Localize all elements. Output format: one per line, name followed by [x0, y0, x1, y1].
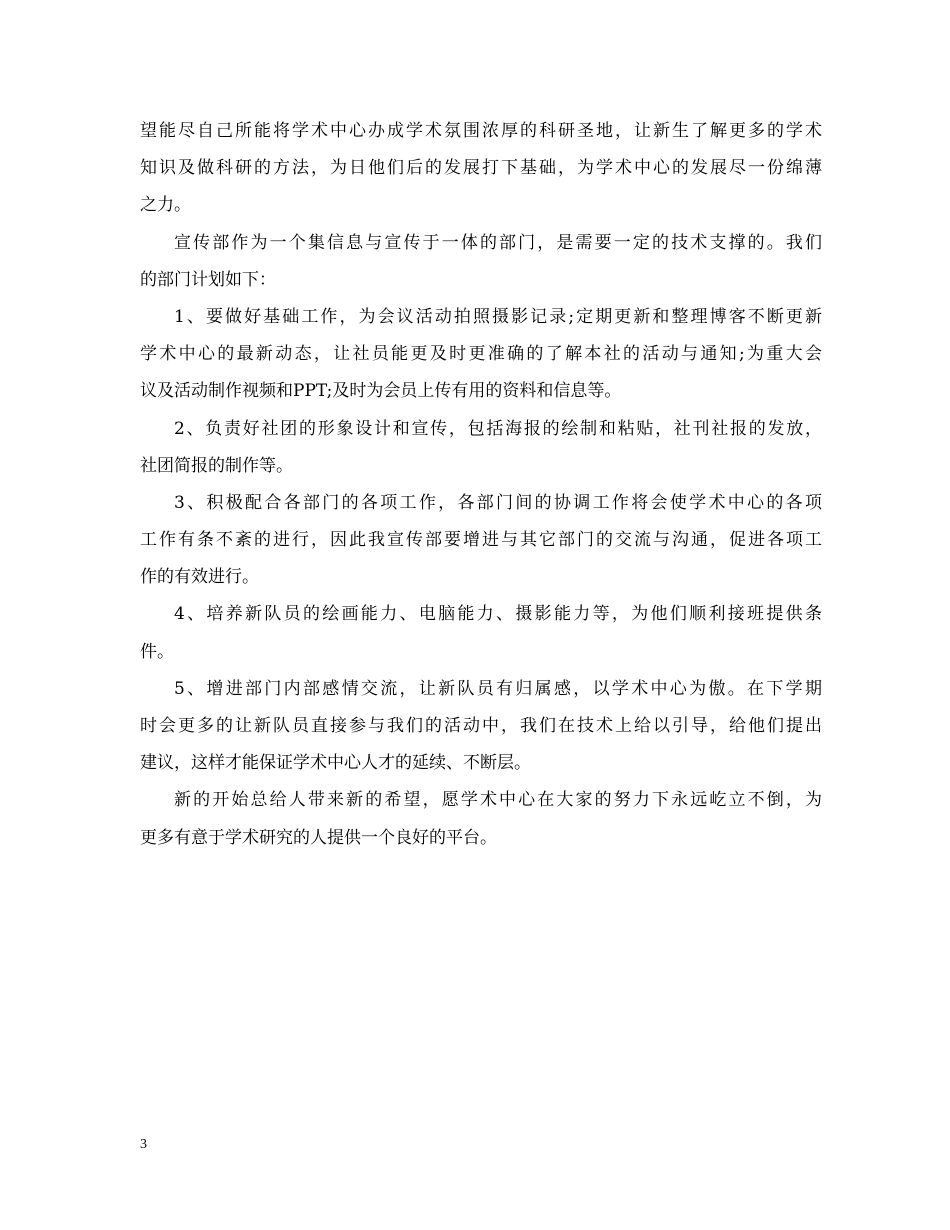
text-line: 4、培养新队员的绘画能力、电脑能力、摄影能力等，为他们顺利接班提供条	[174, 604, 822, 625]
paragraph-4	[140, 411, 822, 485]
text-line: 时会更多的让新队员直接参与我们的活动中，我们在技术上给以引导，给他们提出	[140, 716, 822, 736]
text-line: 望能尽自己所能将学术中心办成学术氛围浓厚的科研圣地，让新生了解更多的学术	[140, 121, 822, 141]
text-line: 之力。	[140, 195, 191, 216]
paragraph-6	[140, 596, 822, 670]
text-line: 1、要做好基础工作，为会议活动拍照摄影记录;定期更新和整理博客不断更新	[174, 306, 822, 327]
text-line: 更多有意于学术研究的人提供一个良好的平台。	[140, 827, 497, 848]
text-line: 2、负责好社团的形象设计和宣传，包括海报的绘制和粘贴，社刊社报的发放，	[174, 418, 822, 439]
paragraph-3	[140, 299, 822, 411]
text-line: 工作有条不紊的进行，因此我宣传部要增进与其它部门的交流与沟通，促进各项工	[140, 530, 822, 551]
paragraph-5	[140, 485, 822, 597]
paragraph-2	[140, 225, 822, 299]
text-line: 作的有效进行。	[140, 567, 259, 588]
text-line: 5、增进部门内部感情交流，让新队员有归属感，以学术中心为傲。在下学期	[174, 678, 822, 699]
text-line: 社团简报的制作等。	[140, 455, 293, 476]
text-line: 3、积极配合各部门的各项工作，各部门间的协调工作将会使学术中心的各项	[174, 492, 822, 513]
text-line: 的部门计划如下：	[140, 269, 276, 290]
document-body	[140, 113, 822, 857]
text-line: 宣传部作为一个集信息与宣传于一体的部门，是需要一定的技术支撑的。我们	[174, 232, 822, 253]
text-line: 件。	[140, 641, 174, 662]
text-line: 知识及做科研的方法，为日他们后的发展打下基础，为学术中心的发展尽一份绵薄	[140, 158, 822, 179]
paragraph-1	[140, 113, 822, 225]
text-line: 新的开始总给人带来新的希望，愿学术中心在大家的努力下永远屹立不倒，为	[174, 790, 822, 811]
paragraph-8	[140, 782, 822, 856]
text-line: 学术中心的最新动态，让社员能更及时更准确的了解本社的活动与通知;为重大会	[140, 344, 822, 365]
page-number: 3	[140, 1137, 147, 1152]
paragraph-7	[140, 671, 822, 783]
text-line: 议及活动制作视频和PPT;及时为会员上传有用的资料和信息等。	[140, 381, 622, 402]
text-line: 建议，这样才能保证学术中心人才的延续、不断层。	[140, 753, 531, 774]
